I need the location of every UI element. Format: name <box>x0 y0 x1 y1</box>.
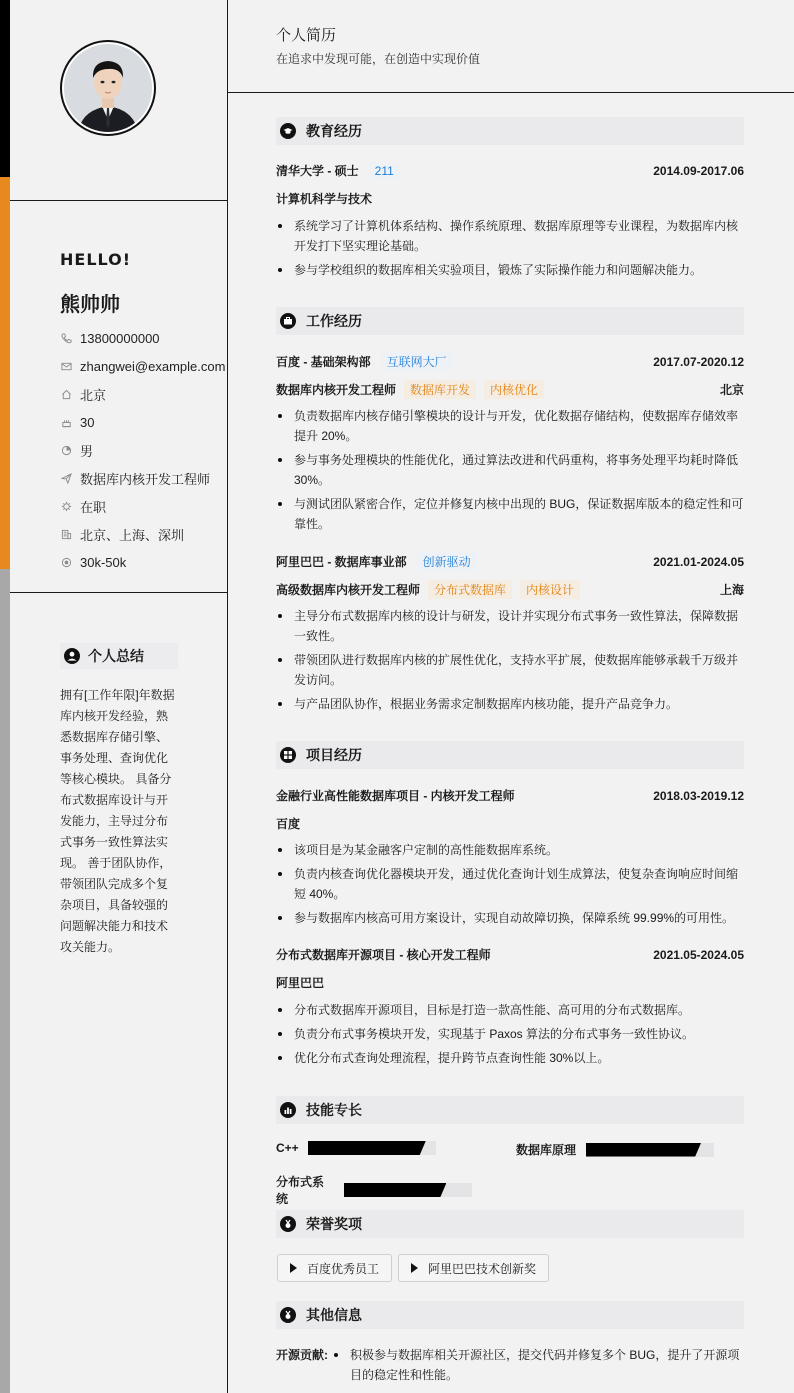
job-2-row <box>276 552 744 571</box>
job-1-role-row <box>276 380 744 399</box>
list-item: 与产品团队协作，根据业务需求定制数据库内核功能，提升产品竞争力。 <box>276 694 744 714</box>
award-1 <box>277 1254 392 1282</box>
project-1-org: 百度 <box>276 817 301 831</box>
job-2-tag: 创新驱动 <box>417 552 477 571</box>
play-icon <box>290 1263 297 1273</box>
header-divider <box>228 92 794 93</box>
list-item: 参与事务处理模块的性能优化，通过算法改进和代码重构，将事务处理平均耗时降低 30%。 <box>276 450 744 490</box>
color-stripe <box>0 0 10 1393</box>
list-item: 该项目是为某金融客户定制的高性能数据库系统。 <box>276 840 744 860</box>
person-illustration <box>64 44 152 132</box>
education-row <box>276 162 744 179</box>
major-name: 计算机科学与技术 <box>276 192 373 206</box>
project-2-name: 分布式数据库开源项目 - 核心开发工程师 <box>276 948 491 962</box>
status-text: 在职 <box>80 499 107 515</box>
job-1-row <box>276 352 744 371</box>
salary-text: 30k-50k <box>80 554 127 570</box>
medal-icon <box>280 1307 296 1323</box>
info-gender <box>60 436 225 464</box>
stripe-orange <box>0 177 10 569</box>
list-item: 负责内核查询优化器模块开发，通过优化查询计划生成算法，使复杂查询响应时间缩短 40%。 <box>276 864 744 904</box>
skill-2-bar <box>586 1143 714 1157</box>
sidebar <box>10 0 228 1393</box>
job-1-bullets <box>276 406 744 538</box>
education-title: 教育经历 <box>306 123 362 139</box>
list-item: 参与数据库内核高可用方案设计，实现自动故障切换，保障系统 99.99%的可用性。 <box>276 908 744 928</box>
location-text: 北京 <box>80 387 107 403</box>
job-1-tag: 互联网大厂 <box>381 352 453 371</box>
project-2-org: 阿里巴巴 <box>276 976 325 990</box>
list-item: 负责数据库内核存储引擎模块的设计与开发，优化数据存储结构，使数据库存储效率提升 20%。 <box>276 406 744 446</box>
school-tag: 211 <box>369 163 400 179</box>
page-subtitle: 在追求中发现可能，在创造中实现价值 <box>276 52 481 66</box>
skills-heading <box>276 1096 744 1124</box>
building-icon <box>60 528 72 540</box>
skill-1 <box>276 1141 436 1155</box>
other-bullets <box>332 1345 746 1389</box>
job-1-date: 2017.07-2020.12 <box>653 354 744 369</box>
graduation-cap-icon <box>280 123 296 139</box>
project-2-bullets <box>276 1000 744 1072</box>
main-content <box>228 0 794 1393</box>
list-item: 分布式数据库开源项目，目标是打造一款高性能、高可用的分布式数据库。 <box>276 1000 744 1020</box>
mail-icon <box>60 360 72 372</box>
age-text: 30 <box>80 414 95 430</box>
summary-title: 个人总结 <box>88 648 144 664</box>
hello-text: HELLO! <box>60 250 132 269</box>
cities-text: 北京、上海、深圳 <box>80 527 185 543</box>
school-name: 清华大学 - 硕士 <box>276 164 359 178</box>
position-text: 数据库内核开发工程师 <box>80 471 211 487</box>
project-2-org-row <box>276 974 744 991</box>
other-row <box>276 1345 746 1389</box>
skill-3-bar <box>344 1183 472 1197</box>
skills-title: 技能专长 <box>306 1102 362 1118</box>
info-location <box>60 380 225 408</box>
skill-3-fill <box>344 1183 446 1197</box>
job-1-skill-1: 数据库开发 <box>404 380 476 399</box>
page-title: 个人简历 <box>276 27 337 44</box>
list-item: 带领团队进行数据库内核的扩展性优化，支持水平扩展，使数据库能够承载千万级并发访问。 <box>276 650 744 690</box>
home-icon <box>60 388 72 400</box>
job-2-bullets <box>276 606 744 718</box>
award-2 <box>398 1254 549 1282</box>
job-2-skill-1: 分布式数据库 <box>428 580 512 599</box>
grid-icon <box>280 747 296 763</box>
info-salary <box>60 548 225 576</box>
info-status <box>60 492 225 520</box>
phone-text: 13800000000 <box>80 330 160 346</box>
list-item: 积极参与数据库相关开源社区，提交代码并修复多个 BUG，提升了开源项目的稳定性和性能。 <box>332 1345 746 1385</box>
stripe-black <box>0 0 10 177</box>
project-2-row <box>276 946 744 963</box>
skill-3-name: 分布式系统 <box>276 1175 325 1206</box>
projects-heading <box>276 741 744 769</box>
info-email <box>60 352 225 380</box>
contact-info-list <box>60 324 225 576</box>
summary-text: 拥有[工作年限]年数据库内核开发经验，熟悉数据库存储引擎、事务处理、查询优化等核心模块。 具备分布式数据库设计与开发能力，主导过分布式事务一致性算法实现。 善于团队协作，带领团队完成多个复杂项目，具备较强的问题解决能力和技术攻关能力。 <box>60 688 175 954</box>
summary-heading <box>60 643 178 669</box>
skill-2-name: 数据库原理 <box>516 1143 577 1157</box>
job-2-city: 上海 <box>719 583 744 597</box>
education-date: 2014.09-2017.06 <box>653 163 744 178</box>
avatar-photo <box>64 44 152 132</box>
job-1-skill-2: 内核优化 <box>484 380 544 399</box>
project-1-name: 金融行业高性能数据库项目 - 内核开发工程师 <box>276 789 515 803</box>
phone-icon <box>60 332 72 344</box>
list-item: 优化分布式查询处理流程，提升跨节点查询性能 30%以上。 <box>276 1048 744 1068</box>
job-2-role-row <box>276 580 744 599</box>
job-2-date: 2021.01-2024.05 <box>653 554 744 569</box>
job-1-company: 百度 - 基础架构部 <box>276 355 371 369</box>
project-1-row <box>276 787 744 804</box>
list-item: 参与学校组织的数据库相关实验项目，锻炼了实际操作能力和问题解决能力。 <box>276 260 744 280</box>
medal-icon <box>280 1216 296 1232</box>
skill-3 <box>276 1173 472 1207</box>
status-icon <box>60 500 72 512</box>
awards-heading <box>276 1210 744 1238</box>
awards-title: 荣誉奖项 <box>306 1216 362 1232</box>
job-1-city: 北京 <box>719 383 744 397</box>
info-age <box>60 408 225 436</box>
skill-1-name: C++ <box>276 1141 299 1155</box>
job-2-skill-2: 内核设计 <box>520 580 580 599</box>
info-cities <box>60 520 225 548</box>
avatar <box>60 40 156 136</box>
person-name: 熊帅帅 <box>60 294 120 316</box>
skill-2 <box>516 1141 714 1158</box>
list-item: 系统学习了计算机体系结构、操作系统原理、数据库原理等专业课程，为数据库内核开发打下坚实理论基础。 <box>276 216 744 256</box>
user-circle-icon <box>64 648 80 664</box>
cake-icon <box>60 416 72 428</box>
project-1-org-row <box>276 815 744 832</box>
job-2-role: 高级数据库内核开发工程师 <box>276 583 421 597</box>
other-title: 其他信息 <box>306 1307 362 1323</box>
award-1-text: 百度优秀员工 <box>307 1261 380 1276</box>
work-title: 工作经历 <box>306 313 362 329</box>
skill-2-fill <box>586 1143 701 1157</box>
info-position <box>60 464 225 492</box>
award-2-text: 阿里巴巴技术创新奖 <box>428 1261 537 1276</box>
other-label: 开源贡献: <box>276 1348 328 1362</box>
gender-icon <box>60 444 72 456</box>
email-text: zhangwei@example.com <box>80 358 226 374</box>
job-2-company: 阿里巴巴 - 数据库事业部 <box>276 555 407 569</box>
work-heading <box>276 307 744 335</box>
major-row <box>276 190 744 207</box>
skill-1-bar <box>308 1141 436 1155</box>
gender-text: 男 <box>80 443 94 459</box>
play-icon <box>411 1263 418 1273</box>
job-1-role: 数据库内核开发工程师 <box>276 383 397 397</box>
project-2-date: 2021.05-2024.05 <box>653 947 744 962</box>
bar-chart-icon <box>280 1102 296 1118</box>
info-phone <box>60 324 225 352</box>
coin-icon <box>60 556 72 568</box>
sidebar-divider-top <box>10 200 227 201</box>
sidebar-divider-bottom <box>10 592 227 593</box>
project-1-bullets <box>276 840 744 932</box>
projects-title: 项目经历 <box>306 747 362 763</box>
list-item: 负责分布式事务模块开发，实现基于 Paxos 算法的分布式事务一致性协议。 <box>276 1024 744 1044</box>
list-item: 与测试团队紧密合作，定位并修复内核中出现的 BUG，保证数据库版本的稳定性和可靠性。 <box>276 494 744 534</box>
project-1-date: 2018.03-2019.12 <box>653 788 744 803</box>
skill-1-fill <box>308 1141 426 1155</box>
send-icon <box>60 472 72 484</box>
education-heading <box>276 117 744 145</box>
briefcase-icon <box>280 313 296 329</box>
stripe-gray <box>0 569 10 1393</box>
education-bullets <box>276 216 744 284</box>
other-heading <box>276 1301 744 1329</box>
list-item: 主导分布式数据库内核的设计与研发，设计并实现分布式事务一致性算法，保障数据一致性。 <box>276 606 744 646</box>
